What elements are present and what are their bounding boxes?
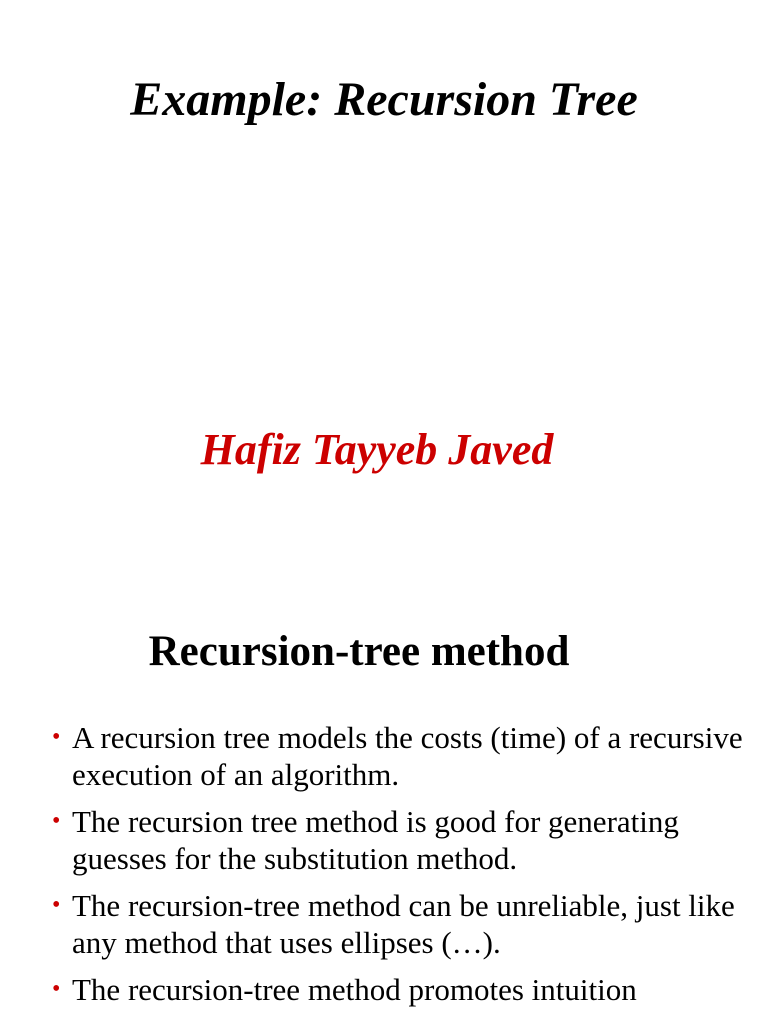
bullet-dot-icon: • — [52, 724, 61, 750]
author-name: Hafiz Tayyeb Javed — [200, 425, 554, 474]
bullet-dot-icon: • — [52, 808, 61, 834]
bullet-dot-icon: • — [52, 976, 61, 1002]
slide-title: Example: Recursion Tree — [130, 73, 638, 126]
bullet-dot-icon: • — [52, 892, 61, 918]
bullet-text: The recursion-tree method can be unreliable, just like any method that uses ellipses (…). — [72, 888, 735, 960]
bullet-item — [52, 719, 752, 793]
section-heading: Recursion-tree method — [148, 628, 570, 675]
bullet-text: The recursion tree method is good for generating guesses for the substitution method. — [72, 804, 679, 876]
bullet-item — [52, 887, 752, 961]
bullet-text: A recursion tree models the costs (time) of a recursive execution of an algorithm. — [72, 720, 743, 792]
bullet-item — [52, 971, 752, 1008]
bullet-list — [52, 719, 752, 1018]
bullet-item — [52, 803, 752, 877]
bullet-text: The recursion-tree method promotes intuition — [72, 972, 637, 1007]
